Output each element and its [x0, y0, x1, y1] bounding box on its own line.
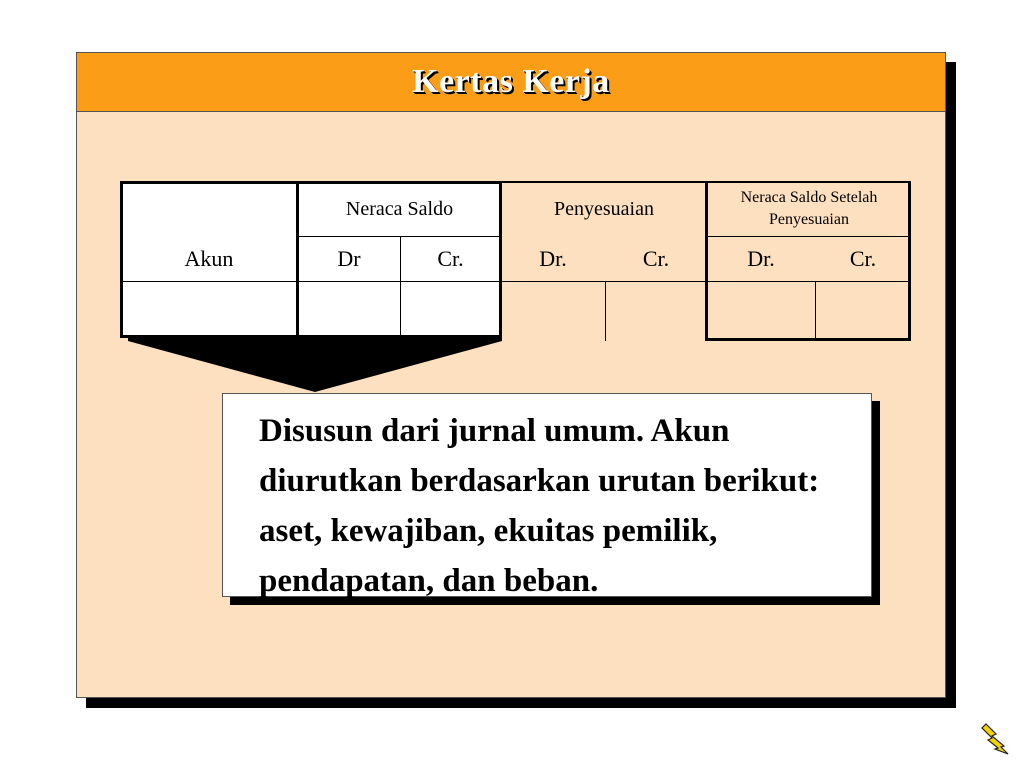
subheader-cr-1: Cr.	[437, 246, 464, 271]
subheader-cr-3: Cr.	[849, 246, 877, 271]
lightning-bolt-icon[interactable]	[980, 722, 1010, 756]
callout-text: Disusun dari jurnal umum. Akun diurutkan berdasarkan urutan berikut: aset, kewajiban, ekuitas pemilik, pendapatan, dan beban.	[259, 413, 820, 599]
worksheet-table	[120, 181, 911, 341]
subheader-cr-2: Cr.	[642, 246, 670, 271]
subheader-dr-3: Dr.	[747, 246, 775, 271]
group-penyesuaian: Penyesuaian	[554, 197, 654, 220]
slide-title: Kertas Kerja	[412, 63, 610, 100]
subheader-dr-1: Dr	[337, 246, 361, 271]
header-akun: Akun	[184, 246, 234, 271]
group-neraca-saldo: Neraca Saldo	[345, 197, 454, 220]
subheader-dr-2: Dr.	[539, 246, 567, 271]
callout-box	[222, 393, 872, 597]
group-neraca-saldo-setelah-penyesuaian: Neraca Saldo Setelah Penyesuaian	[740, 189, 878, 228]
